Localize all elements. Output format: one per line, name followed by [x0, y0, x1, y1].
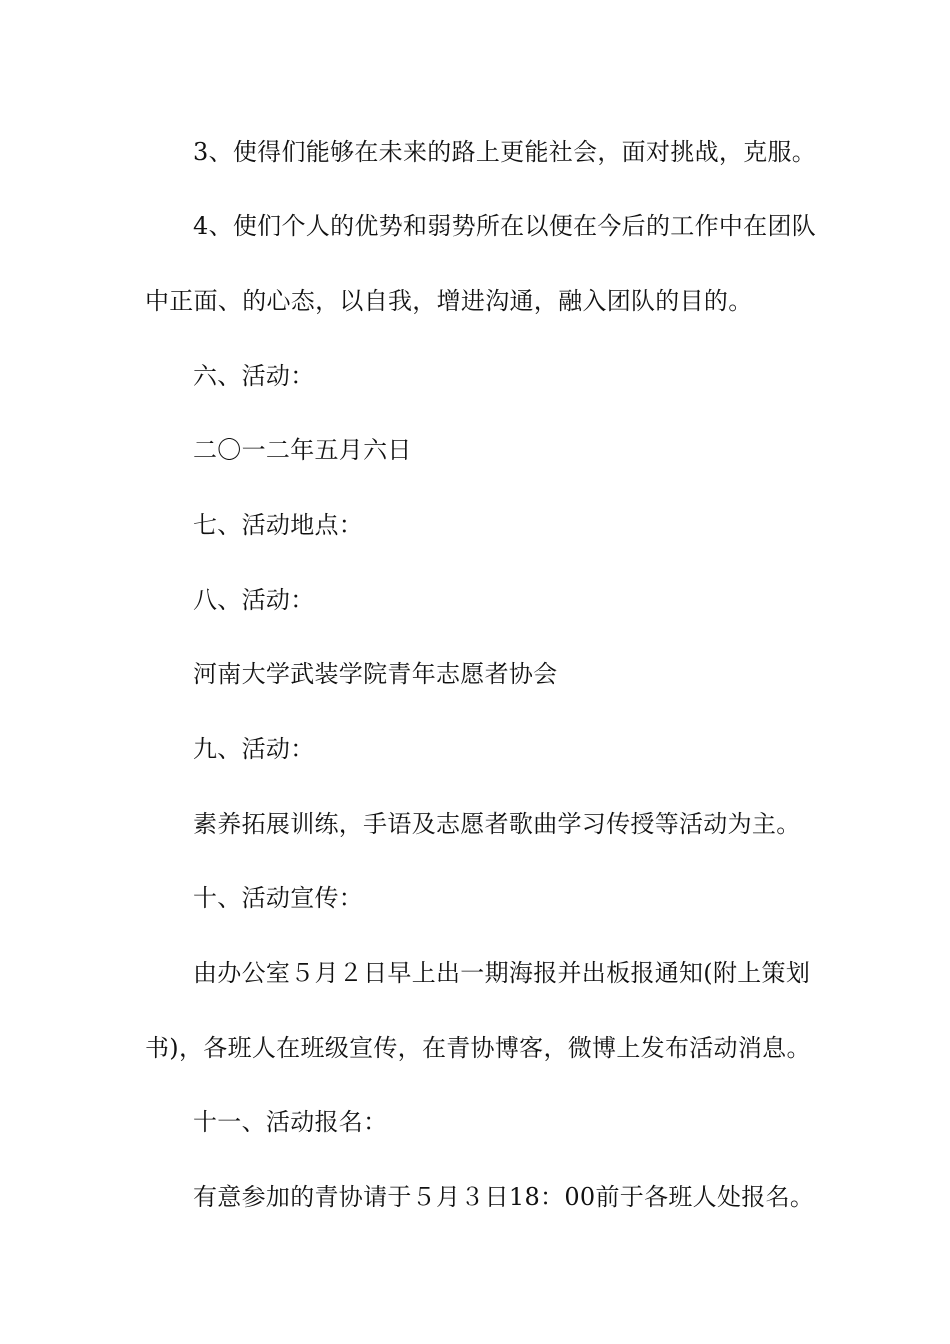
- section-heading-11: 十一、活动报名：: [193, 1108, 388, 1136]
- section-heading-9: 九、活动：: [193, 735, 315, 763]
- paragraph-item-4-line-2: 中正面、的心态，以自我，增进沟通，融入团队的目的。: [145, 287, 753, 315]
- activity-content: 素养拓展训练，手语及志愿者歌曲学习传授等活动为主。: [193, 810, 801, 838]
- signup-text: 有意参加的青协请于５月３日18：00前于各班人处报名。: [193, 1183, 815, 1211]
- promotion-line-2: 书)，各班人在班级宣传，在青协博客，微博上发布活动消息。: [145, 1034, 811, 1062]
- paragraph-item-3: 3、使得们能够在未来的路上更能社会，面对挑战，克服。: [193, 138, 817, 166]
- section-heading-6: 六、活动：: [193, 362, 315, 390]
- promotion-line-1: 由办公室５月２日早上出一期海报并出板报通知(附上策划: [193, 959, 811, 987]
- section-heading-8: 八、活动：: [193, 586, 315, 614]
- organizer-name: 河南大学武装学院青年志愿者协会: [193, 660, 558, 688]
- activity-date: 二〇一二年五月六日: [193, 436, 412, 464]
- paragraph-item-4-line-1: 4、使们个人的优势和弱势所在以便在今后的工作中在团队: [193, 212, 817, 240]
- section-heading-10: 十、活动宣传：: [193, 884, 364, 912]
- section-heading-7: 七、活动地点：: [193, 511, 364, 539]
